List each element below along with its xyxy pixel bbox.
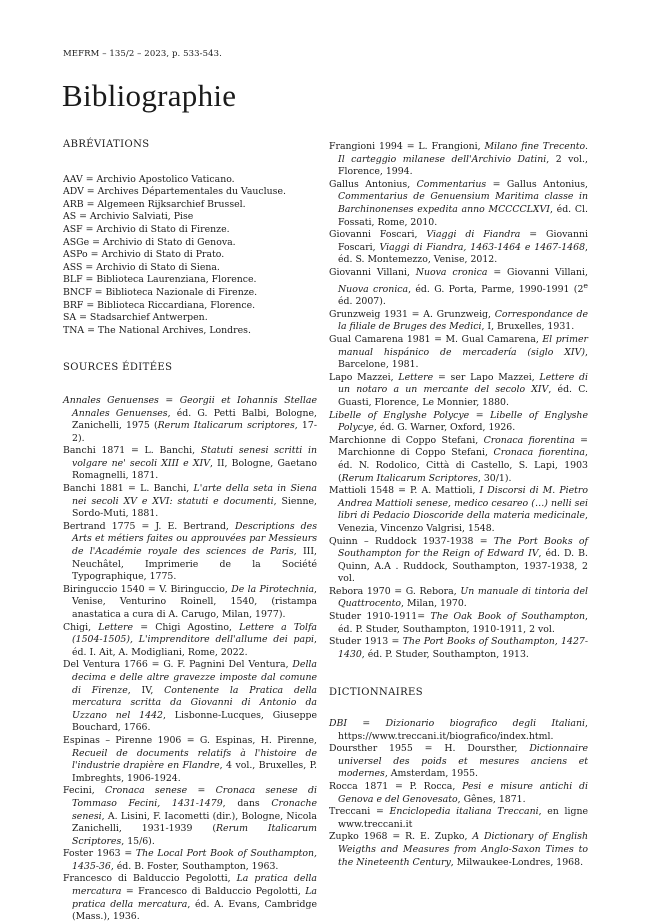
abbreviation-item: TNA = The National Archives, Londres.	[63, 324, 251, 336]
bibliography-entry: Espinas – Pirenne 1906 = G. Espinas, H. Pirenne, Recueil de documents relatifs à l'histoire de l'industrie drapière en Flandre, 4 vol., Bruxelles, P. Imbreghts, 1906-1924.	[63, 734, 317, 784]
abbreviation-item: ASGe = Archivio di Stato di Genova.	[63, 236, 236, 248]
bibliography-entry: Marchionne di Coppo Stefani, Cronaca fiorentina = Marchionne di Coppo Stefani, Cronaca fiorentina, éd. N. Rodolico, Città di Castello, S. Lapi, 1903 (Rerum Italicarum Scriptores, 30/1).	[329, 434, 588, 484]
bibliography-entry: DBI = Dizionario biografico degli Italiani, https://www.treccani.it/biografico/index.html.	[329, 718, 588, 742]
bibliography-entry: Foster 1963 = The Local Port Book of Southampton, 1435-36, éd. B. Foster, Southampton, 1963.	[63, 848, 317, 872]
bibliography-entry: Giovanni Villani, Nuova cronica = Giovanni Villani, Nuova cronica, éd. G. Porta, Parme, 1990-1991 (2e éd. 2007).	[329, 266, 588, 308]
abbreviation-item: AS = Archivio Salviati, Pise	[63, 211, 194, 223]
sources-heading: SOURCES ÉDITÉES	[63, 362, 173, 374]
bibliography-entry: Doursther 1955 = H. Doursther, Dictionnaire universel des poids et mesures anciens et modernes, Amsterdam, 1955.	[329, 743, 588, 780]
abbreviation-item: BRF = Biblioteca Riccardiana, Florence.	[63, 299, 256, 311]
abbreviation-item: ARB = Algemeen Rijksarchief Brussel.	[63, 198, 246, 210]
abbreviation-item: BLF = Biblioteca Laurenziana, Florence.	[63, 274, 257, 286]
bibliography-entry: Francesco di Balduccio Pegolotti, La pratica della mercatura = Francesco di Balduccio Pegolotti, La pratica della mercatura, éd. A. Evans, Cambridge (Mass.), 1936.	[63, 873, 317, 923]
bibliography-entry: Biringuccio 1540 = V. Biringuccio, De la Pirotechnia, Venise, Venturino Roinell, 1540, (ristampa anastatica a cura di A. Carugo, Milan, 1977).	[63, 583, 318, 620]
running-head: MEFRM – 135/2 – 2023, p. 533-543.	[63, 49, 222, 59]
abbreviation-item: ADV = Archives Départementales du Vaucluse.	[63, 186, 286, 198]
bibliography-entry: Studer 1913 = The Port Books of Southampton, 1427-1430, éd. P. Studer, Southampton, 1913.	[329, 636, 588, 660]
abbreviation-item: ASF = Archivio di Stato di Firenze.	[63, 223, 230, 235]
bibliography-entry: Gual Camarena 1981 = M. Gual Camarena, El primer manual hispánico de mercadería (siglo XIV), Barcelone, 1981.	[329, 334, 588, 371]
bibliography-entry: Annales Genuenses = Georgii et Iohannis Stellae Annales Genuenses, éd. G. Petti Balbi, Bologne, Zanichelli, 1975 (Rerum Italicarum scriptores, 17-2).	[63, 394, 317, 444]
bibliography-entry: Lapo Mazzei, Lettere = ser Lapo Mazzei, Lettere di un notaro a un mercante del secolo XIV, éd. C. Guasti, Florence, Le Monnier, 1880.	[329, 371, 588, 408]
sources-list-left	[63, 395, 317, 924]
bibliography-entry: Rocca 1871 = P. Rocca, Pesi e misure antichi di Genova e del Genovesato, Gênes, 1871.	[329, 781, 588, 805]
bibliography-entry: Zupko 1968 = R. E. Zupko, A Dictionary of English Weigths and Measures from Anglo-Saxon Times to the Nineteenth Century, Milwaukee-Londres, 1968.	[329, 831, 588, 868]
bibliography-entry: Treccani = Enciclopedia italiana Treccani, en ligne www.treccani.it	[329, 806, 588, 830]
abbreviations-list	[63, 174, 317, 338]
bibliography-entry: Giovanni Foscari, Viaggi di Fiandra = Giovanni Foscari, Viaggi di Fiandra, 1463-1464 e 1467-1468, éd. S. Montemezzo, Venise, 2012.	[329, 229, 588, 266]
abbreviation-item: ASS = Archivio di Stato di Siena.	[63, 261, 220, 273]
bibliography-entry: Banchi 1881 = L. Banchi, L'arte della seta in Siena nei secoli XV e XVI: statuti e documenti, Sienne, Sordo-Muti, 1881.	[63, 483, 317, 520]
abbreviation-item: ASPo = Archivio di Stato di Prato.	[63, 249, 225, 261]
right-column	[329, 141, 588, 869]
abbreviation-item: SA = Stadsarchief Antwerpen.	[63, 312, 208, 324]
bibliography-entry: Del Ventura 1766 = G. F. Pagnini Del Ventura, Della decima e delle altre gravezze imposte dal comune di Firenze, IV, Contenente la Pratica della mercatura scritta da Giovanni di Antonio da Uzzano nel 1442, Lisbonne-Lucques, Giuseppe Bouchard, 1766.	[63, 659, 317, 734]
bibliography-entry: Mattioli 1548 = P. A. Mattioli, I Discorsi di M. Pietro Andrea Mattioli senese, medico cesareo (…) nelli sei libri di Pedacio Dioscoride della materia medicinale, Venezia, Vincenzo Valgrisi, 1548.	[329, 485, 588, 534]
dictionaries-heading: DICTIONNAIRES	[329, 687, 423, 699]
bibliography-entry: Libelle of Englyshe Polycye = Libelle of Englyshe Polycye, éd. G. Warner, Oxford, 1926.	[329, 409, 588, 434]
bibliography-entry: Quinn – Ruddock 1937-1938 = The Port Books of Southampton for the Reign of Edward IV, éd. D. B. Quinn, A.A . Ruddock, Southampton, 1937-1938, 2 vol.	[329, 535, 588, 585]
bibliography-entry: Rebora 1970 = G. Rebora, Un manuale di tintoria del Quattrocento, Milan, 1970.	[329, 585, 588, 610]
bibliography-entry: Banchi 1871 = L. Banchi, Statuti senesi scritti in volgare ne' secoli XIII e XIV, II, Bologne, Gaetano Romagnelli, 1871.	[63, 445, 317, 482]
bibliography-entry: Gallus Antonius, Commentarius = Gallus Antonius, Commentarius de Genuensium Maritima classe in Barchinonenses expedita anno MCCCCLXVI, éd. Cl. Fossati, Rome, 2010.	[329, 178, 588, 228]
page-title: Bibliographie	[62, 78, 237, 113]
bibliography-entry: Frangioni 1994 = L. Frangioni, Milano fine Trecento. Il carteggio milanese dell'Archivio Datini, 2 vol., Florence, 1994.	[329, 141, 588, 178]
dictionaries-list	[329, 718, 588, 869]
abbreviation-item: AAV = Archivio Apostolico Vaticano.	[63, 173, 235, 185]
bibliography-entry: Studer 1910-1911= The Oak Book of Southampton, éd. P. Studer, Southampton, 1910-1911, 2 vol.	[329, 611, 589, 635]
bibliography-entry: Fecini, Cronaca senese = Cronaca senese di Tommaso Fecini, 1431-1479, dans Cronache senesi, A. Lisini, F. Iacometti (dir.), Bologne, Nicola Zanichelli, 1931-1939 (Rerum Italicarum Scriptores, 15/6).	[63, 785, 318, 847]
bibliography-entry: Chigi, Lettere = Chigi Agostino, Lettere a Tolfa (1504-1505), L'imprenditore dell'allume dei papi, éd. I. Ait, A. Modigliani, Rome, 2022.	[63, 621, 317, 658]
left-column	[63, 139, 317, 924]
abbreviation-item: BNCF = Biblioteca Nazionale di Firenze.	[63, 286, 258, 298]
bibliography-entry: Bertrand 1775 = J. E. Bertrand, Descriptions des Arts et métiers faites ou approuvées par Messieurs de l'Académie royale des sciences de Paris, III, Neuchâtel, Imprimerie de la Société Typographique, 1775.	[63, 520, 317, 583]
sources-list-right	[329, 141, 588, 661]
abbreviations-heading: ABRÉVIATIONS	[63, 139, 150, 150]
bibliography-entry: Grunzweig 1931 = A. Grunzweig, Correspondance de la filiale de Bruges des Medici, I, Bruxelles, 1931.	[329, 308, 588, 333]
